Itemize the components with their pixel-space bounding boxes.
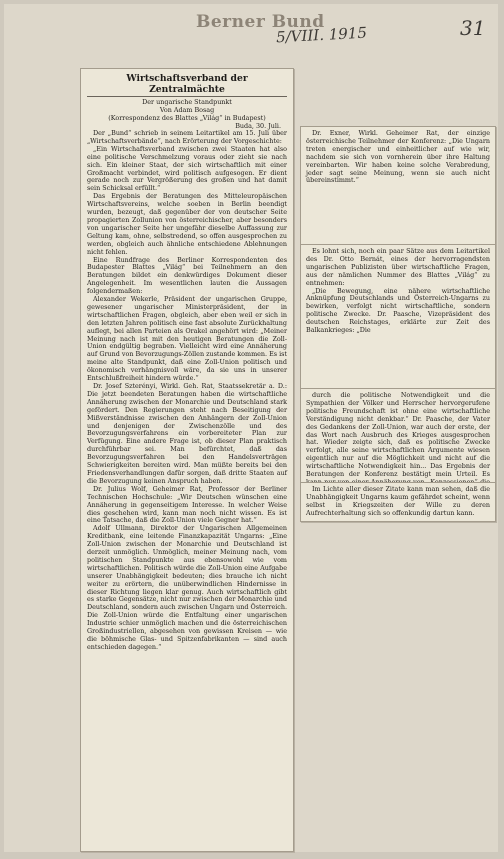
- paragraph: Das Ergebnis der Beratungen des Mitteleuropäischen Wirtschaftsvereins, welche soeben in Berlin beendigt wurden, bezeugt, daß gegenüber der von deutscher Seite propagierten Zollunion von österreichischer, aber besonders von ungarischer Seite her ungefähr dieselbe Auffassung zur Geltung kam, ohne, selbstredend, so offen ausgesprochen zu werden, obgleich auch ähnliche entschiedene Ablehnungen nicht fehlen.: [87, 192, 287, 256]
- article-conclusion: [300, 482, 496, 522]
- paragraph: „Ein Wirtschaftsverband zwischen zwei Staaten hat also eine politische Verschmelzung voraus oder zieht sie nach sich. Ein kleiner Staat, der sich wirtschaftlich mit einer Großmacht verbindet, wird politisch aufgesogen. Er dient gerade noch zur Vergrößerung des großen und hat damit sein Schicksal erfüllt.“: [87, 144, 287, 193]
- clipping-card: [4, 4, 498, 852]
- paragraph: Dr. Josef Szterényi, Wirkl. Geh. Rat, Staatssekretär a. D.: Die jetzt beendeten Beratungen haben die wirtschaftliche Annäherung zwischen der Monarchie und Deutschland stark gefördert. Den Regierungen steht nach Beseitigung der Mißverständnisse zwischen den Anhängern der Zoll-Union und denjenigen der Zwischenzölle und des Bevorzugungsverfahrens ein vorbereiteter Plan zur Verfügung. Eine andere Frage ist, ob dieser Plan praktisch durchführbar sei. Man befürchtet, daß das Bevorzugungsverfahren bei den Handelsverträgen Schwierigkeiten bereiten wird. Man müßte bereits bei den Friedensverhandlungen dafür sorgen, daß dritte Staaten auf die Bevorzugung keinen Anspruch haben.: [87, 382, 287, 485]
- newspaper-name: Berner Bund: [196, 12, 325, 32]
- paragraph: Der „Bund“ schrieb in seinem Leitartikel am 15. Juli über „Wirtschaftsverbände“, nach Erörterung der Vorgeschichte:: [87, 129, 287, 145]
- article-left-column: [80, 68, 294, 852]
- page-number: 31: [460, 16, 486, 40]
- article-correspondent: (Korrespondenz des Blattes „Világ“ in Budapest): [108, 114, 266, 122]
- paragraph: Adolf Ullmann, Direktor der Ungarischen Allgemeinen Kreditbank, eine leitende Finanzkapazität Ungarns: „Eine Zoll-Union zwischen der Monarchie und Deutschland ist derzeit unmöglich. Unmöglich, meiner Meinung nach, vom politischen Standpunkte aus ebensowohl wie vom wirtschaftlichen. Politisch würde die Zoll-Union eine Aufgabe unserer Unabhängigkeit bedeuten; dies brauche ich nicht weiter zu erörtern, die unüberwindlichen Hindernisse in dieser Richtung liegen klar genug. Auch wirtschaftlich gibt es starke Gegensätze, nicht nur zwischen der Monarchie und Deutschland, sondern auch zwischen Ungarn und Österreich. Die Zoll-Union würde die Entfaltung einer ungarischen Industrie schier unmöglich machen und die österreichischen Großindustriellen, abgesehen von gewissen Kreisen — wie die böhmische Glas- und Spitzenfabrikanten — sind auch entschieden dagegen.“: [87, 524, 287, 651]
- paragraph: Dr. Exner, Wirkl. Geheimer Rat, der einzige österreichische Teilnehmer der Konferenz: „Die Ungarn treten energischer und einheitlicher auf wie wir, nachdem sie sich von vornherein über ihre Haltung vereinbarten. Wir haben keine solche Verabredung, jeder sagt seine Meinung, wenn sie auch nicht übereinstimmt.“: [306, 129, 490, 185]
- article-title: Wirtschaftsverband der Zentralmächte: [87, 73, 287, 97]
- paragraph: Im Lichte aller dieser Zitate kann man sehen, daß die Unabhängigkeit Ungarns kaum gefährdet scheint, wenn selbst in Kriegszeiten der Wille zu deren Aufrechterhaltung sich so offenkundig dartun kann.: [306, 485, 490, 517]
- paragraph: Dr. Julius Wolf, Geheimer Rat, Professor der Berliner Technischen Hochschule: „Wir Deutschen wünschen eine Annäherung in gegenseitigem Interesse. In welcher Weise dies geschehen wird, kann man noch nicht wissen. Es ist eine Tatsache, daß die Zoll-Union viele Gegner hat.“: [87, 484, 287, 525]
- handwritten-date: 5/VIII. 1915: [275, 23, 368, 47]
- paragraph: Eine Rundfrage des Berliner Korrespondenten des Budapester Blattes „Világ“ bei Teilnehmern an den Beratungen bildet ein denkwürdiges Dokument dieser Angelegenheit. Im wesentlichen lauten die Aussagen folgendermaßen:: [87, 255, 287, 296]
- article-dateline: Buda, 30. Juli.: [235, 122, 281, 130]
- paragraph: durch die politische Notwendigkeit und die Sympathien der Völker und Herrscher hervorgerufene politische Freundschaft ist ohne eine wirtschaftliche Verständigung nicht denkbar.“ Dr. Paasche, der Vater des Gedankens der Zoll-Union, war auch der erste, der das Wort nach Ausbruch des Krieges ausgesprochen hat. Wieder zeigte sich, daß es politische Zwecke verfolgt, alle seine wirtschaftlichen Argumente wiesen eigentlich nur auf die Möglichkeit und nicht auf die wirtschaftliche Notwendigkeit hin... Das Ergebnis der Beratungen der Konferenz bestätigt mein Urteil. Es: [306, 391, 490, 479]
- archive-header: [4, 4, 498, 60]
- article-byline: Von Adam Bosag: [159, 106, 215, 114]
- paragraph: „Die Bewegung, eine nähere wirtschaftliche Anknüpfung Deutschlands und Österreich-Ungarns zu bewirken, verfolgt nicht wirtschaftliche, sondern politische Zwecke. Dr. Paasche, Vizepräsident des deutschen Reichstages, erklärte zur Zeit des Balkankrieges: „Die: [306, 286, 490, 335]
- paragraph: Alexander Wekerle, Präsident der ungarischen Gruppe, gewesener ungarischer Ministerpräsident, der in wirtschaftlichen Fragen, obgleich, aber eben weil er sich in den letzten Jahren politisch eine fast absolute Zurückhaltung auflegt, bei allen Parteien als Orakel angehört wird: „Meiner Meinung nach ist mit den heutigen Beratungen die Zoll-Union endgültig begraben. Vielleicht wird eine Annäherung auf Grund von Bevorzugungs-Zöllen zustande kommen. Es ist meine alte Standpunkt, daß eine Zoll-Union politisch und ökonomisch verhängnisvoll wäre, da sie uns in unserer Entschlußfreiheit hindern würde.“: [87, 295, 287, 383]
- paragraph: Es lohnt sich, noch ein paar Sätze aus dem Leitartikel des Dr. Otto Bernát, eines der hervorragendsten ungarischen Publizisten über wirtschaftliche Fragen, aus der nämlichen Nummer des Blattes „Világ“ zu entnehmen:: [306, 247, 490, 287]
- article-right-mid: [300, 244, 496, 390]
- article-right-top: [300, 126, 496, 250]
- article-right-bottom: [300, 388, 496, 486]
- article-subtitle: Der ungarische Standpunkt: [142, 98, 232, 106]
